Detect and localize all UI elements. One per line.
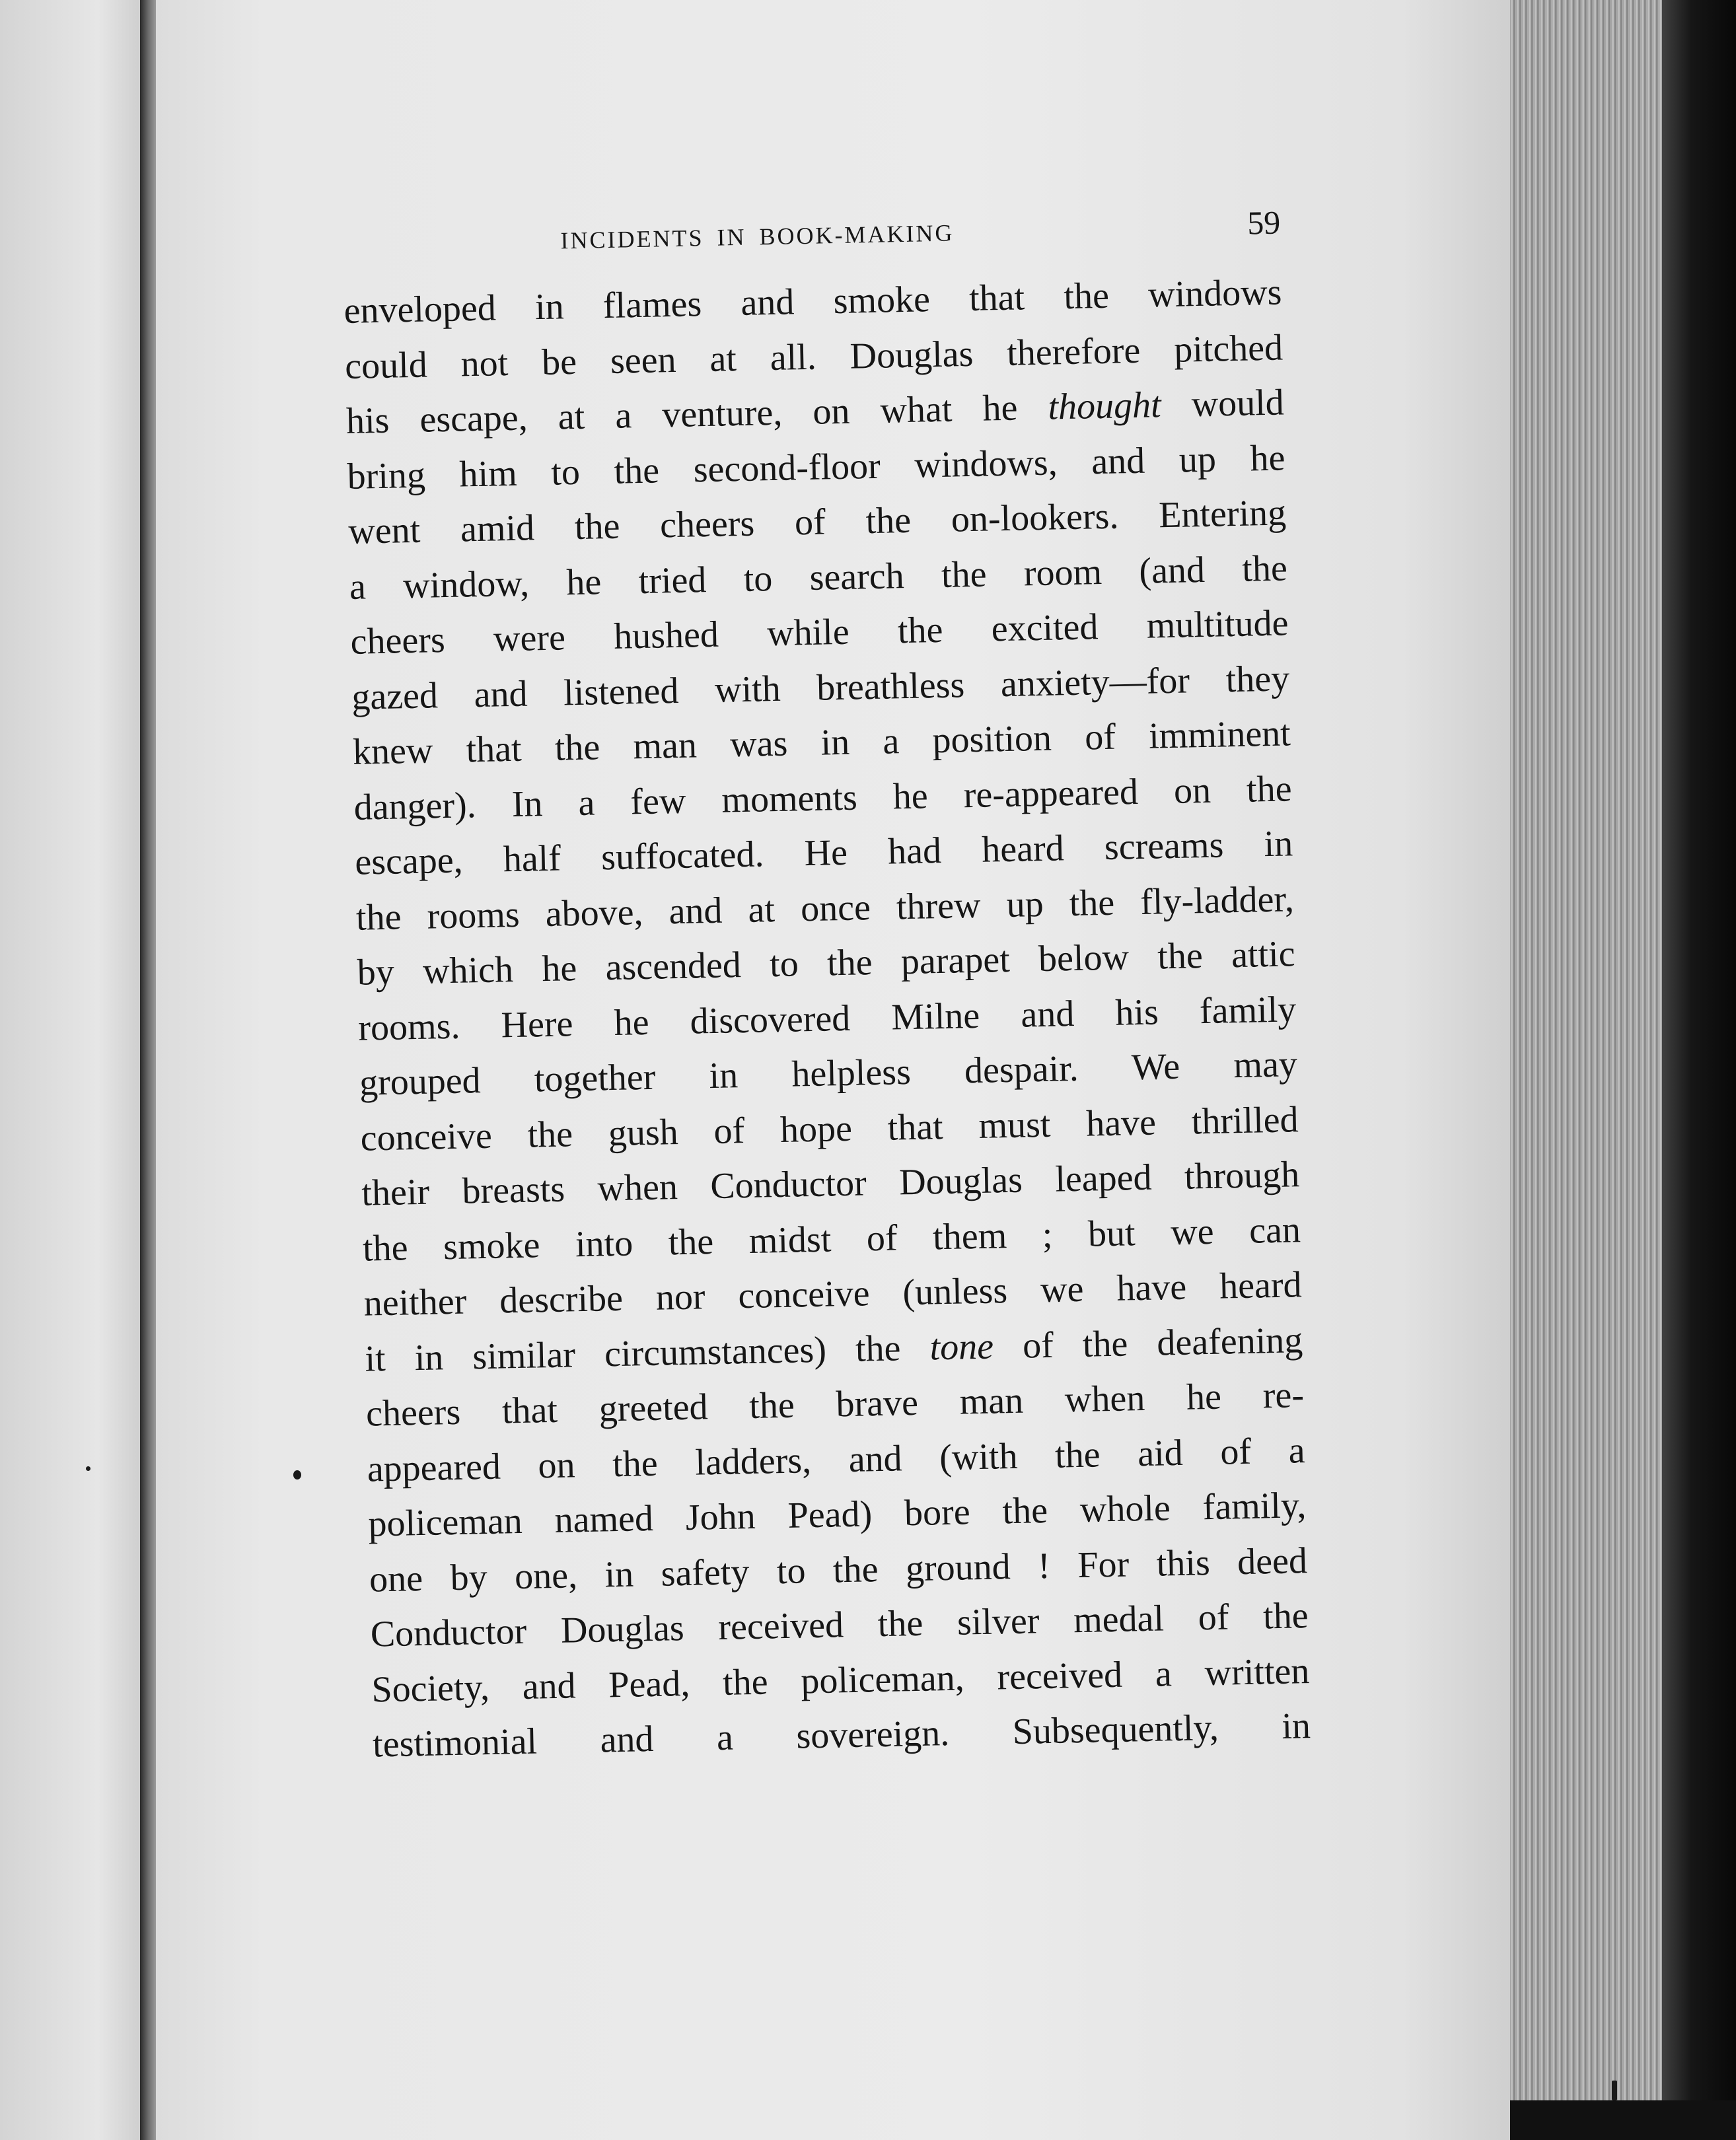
text-run: testimonial and a sovereign. Subsequently, in	[372, 1705, 1311, 1766]
text-run: it in similar circumstances) the	[364, 1326, 931, 1380]
text-run: of the deafening	[993, 1319, 1303, 1367]
scan-border	[1510, 2100, 1736, 2140]
text-run: the smoke into the midst of them ; but we can	[362, 1209, 1301, 1269]
text-run: escape, half suffocated. He had heard screams in	[354, 823, 1293, 883]
facing-page-margin	[0, 0, 140, 2140]
text-run: conceive the gush of hope that must have thrilled	[360, 1098, 1299, 1159]
text-run: cheers were hushed while the excited multitude	[350, 602, 1289, 662]
text-run: the rooms above, and at once threw up the fly-ladder,	[355, 878, 1295, 939]
text-run: grouped together in helpless despair. We may	[359, 1044, 1298, 1104]
text-run: knew that the man was in a position of imminent	[352, 713, 1291, 773]
text-run: danger). In a few moments he re-appeared on the	[353, 767, 1293, 828]
text-run: Conductor Douglas received the silver medal of the	[370, 1595, 1309, 1655]
text-run: rooms. Here he discovered Milne and his family	[357, 988, 1297, 1049]
book-cover-edge	[1662, 0, 1736, 2140]
text-run: went amid the cheers of the on-lookers. Entering	[347, 492, 1287, 552]
text-run: gazed and listened with breathless anxiety—for they	[351, 657, 1290, 718]
text-run: their breasts when Conductor Douglas leaped through	[361, 1154, 1300, 1214]
text-run: cheers that greeted the brave man when he re-	[365, 1374, 1305, 1435]
text-run: a window, he tried to search the room (and the	[349, 547, 1288, 608]
text-run: one by one, in safety to the ground ! For this deed	[369, 1540, 1308, 1600]
book-gutter	[140, 0, 156, 2140]
dust-speck	[86, 1466, 90, 1471]
text-run: would	[1160, 382, 1285, 426]
page-content	[342, 203, 1311, 1773]
italic-emphasis: tone	[929, 1326, 994, 1368]
page-number: 59	[1247, 203, 1281, 242]
dust-speck	[293, 1470, 301, 1480]
text-run: enveloped in flames and smoke that the windows	[344, 271, 1282, 332]
running-head: INCIDENTS IN BOOK-MAKING	[560, 219, 955, 254]
dust-speck	[1612, 2081, 1617, 2100]
text-run: neither describe nor conceive (unless we have heard	[363, 1264, 1303, 1324]
italic-emphasis: thought	[1047, 384, 1162, 428]
text-run: Society, and Pead, the policeman, received a written	[371, 1650, 1310, 1711]
text-run: his escape, at a venture, on what he	[345, 386, 1049, 442]
text-run: appeared on the ladders, and (with the aid of a	[367, 1429, 1306, 1490]
text-run: policeman named John Pead) bore the whole family,	[367, 1485, 1307, 1545]
page-block-edges	[1510, 0, 1662, 2100]
text-run: by which he ascended to the parapet below the attic	[357, 933, 1296, 993]
text-run: could not be seen at all. Douglas therefore pitched	[344, 326, 1284, 387]
body-text	[344, 265, 1311, 1773]
text-run: bring him to the second-floor windows, and up he	[347, 437, 1285, 497]
